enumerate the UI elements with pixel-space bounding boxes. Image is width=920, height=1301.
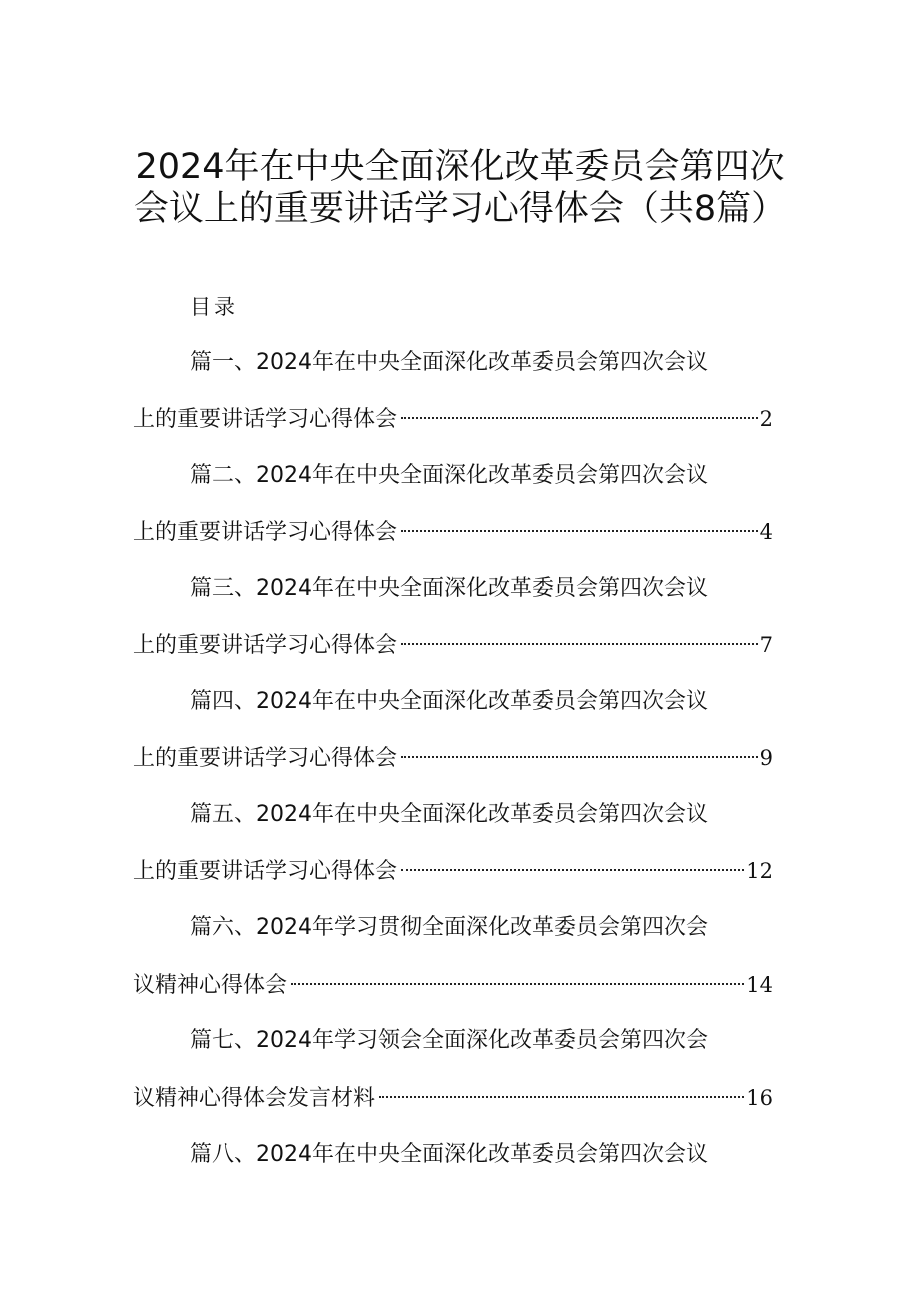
toc-entry-5-leader: [401, 869, 744, 871]
document-title-line-1: 2024年在中央全面深化改革委员会第四次: [135, 147, 785, 187]
toc-entry-6-page-number: 14: [746, 973, 773, 997]
toc-entry-5-line-1[interactable]: 篇五、2024年在中央全面深化改革委员会第四次会议: [190, 802, 708, 827]
toc-entry-4-page-number: 9: [759, 746, 773, 770]
document-title-line-2: 会议上的重要讲话学习心得体会（共8篇）: [133, 189, 787, 229]
toc-entry-1-page-number: 2: [759, 407, 773, 431]
toc-entry-2-page-number: 4: [759, 520, 773, 544]
toc-entry-6-title-end: 议精神心得体会: [133, 973, 288, 998]
toc-entry-1-line-2[interactable]: [133, 401, 773, 437]
toc-entry-3-title-end: 上的重要讲话学习心得体会: [133, 633, 398, 658]
toc-entry-6-leader: [291, 983, 744, 985]
toc-entry-1-leader: [401, 417, 758, 419]
toc-heading: 目录: [190, 295, 238, 319]
toc-entry-8-line-1[interactable]: 篇八、2024年在中央全面深化改革委员会第四次会议: [190, 1142, 708, 1167]
toc-entry-2-line-1[interactable]: 篇二、2024年在中央全面深化改革委员会第四次会议: [190, 463, 708, 488]
toc-entry-5-page-number: 12: [746, 859, 773, 883]
toc-entry-6-line-2[interactable]: [133, 967, 773, 1003]
toc-entry-7-line-1[interactable]: 篇七、2024年学习领会全面深化改革委员会第四次会: [190, 1028, 708, 1053]
toc-entry-5-line-2[interactable]: [133, 853, 773, 889]
toc-entry-3-leader: [401, 643, 758, 645]
toc-entry-7-line-2[interactable]: [133, 1080, 773, 1116]
toc-entry-4-line-2[interactable]: [133, 740, 773, 776]
toc-entry-4-leader: [401, 756, 758, 758]
toc-entry-4-title-end: 上的重要讲话学习心得体会: [133, 746, 398, 771]
toc-entry-2-line-2[interactable]: [133, 514, 773, 550]
toc-entry-3-page-number: 7: [759, 633, 773, 657]
toc-entry-1-line-1[interactable]: 篇一、2024年在中央全面深化改革委员会第四次会议: [190, 350, 708, 375]
toc-entry-4-line-1[interactable]: 篇四、2024年在中央全面深化改革委员会第四次会议: [190, 689, 708, 714]
toc-entry-2-leader: [401, 530, 758, 532]
toc-entry-1-title-end: 上的重要讲话学习心得体会: [133, 407, 398, 432]
toc-entry-7-page-number: 16: [746, 1086, 773, 1110]
toc-entry-3-line-1[interactable]: 篇三、2024年在中央全面深化改革委员会第四次会议: [190, 576, 708, 601]
toc-entry-7-leader: [379, 1096, 744, 1098]
toc-entry-2-title-end: 上的重要讲话学习心得体会: [133, 520, 398, 545]
toc-entry-5-title-end: 上的重要讲话学习心得体会: [133, 859, 398, 884]
toc-entry-3-line-2[interactable]: [133, 627, 773, 663]
toc-entry-7-title-end: 议精神心得体会发言材料: [133, 1086, 376, 1111]
toc-entry-6-line-1[interactable]: 篇六、2024年学习贯彻全面深化改革委员会第四次会: [190, 915, 708, 940]
